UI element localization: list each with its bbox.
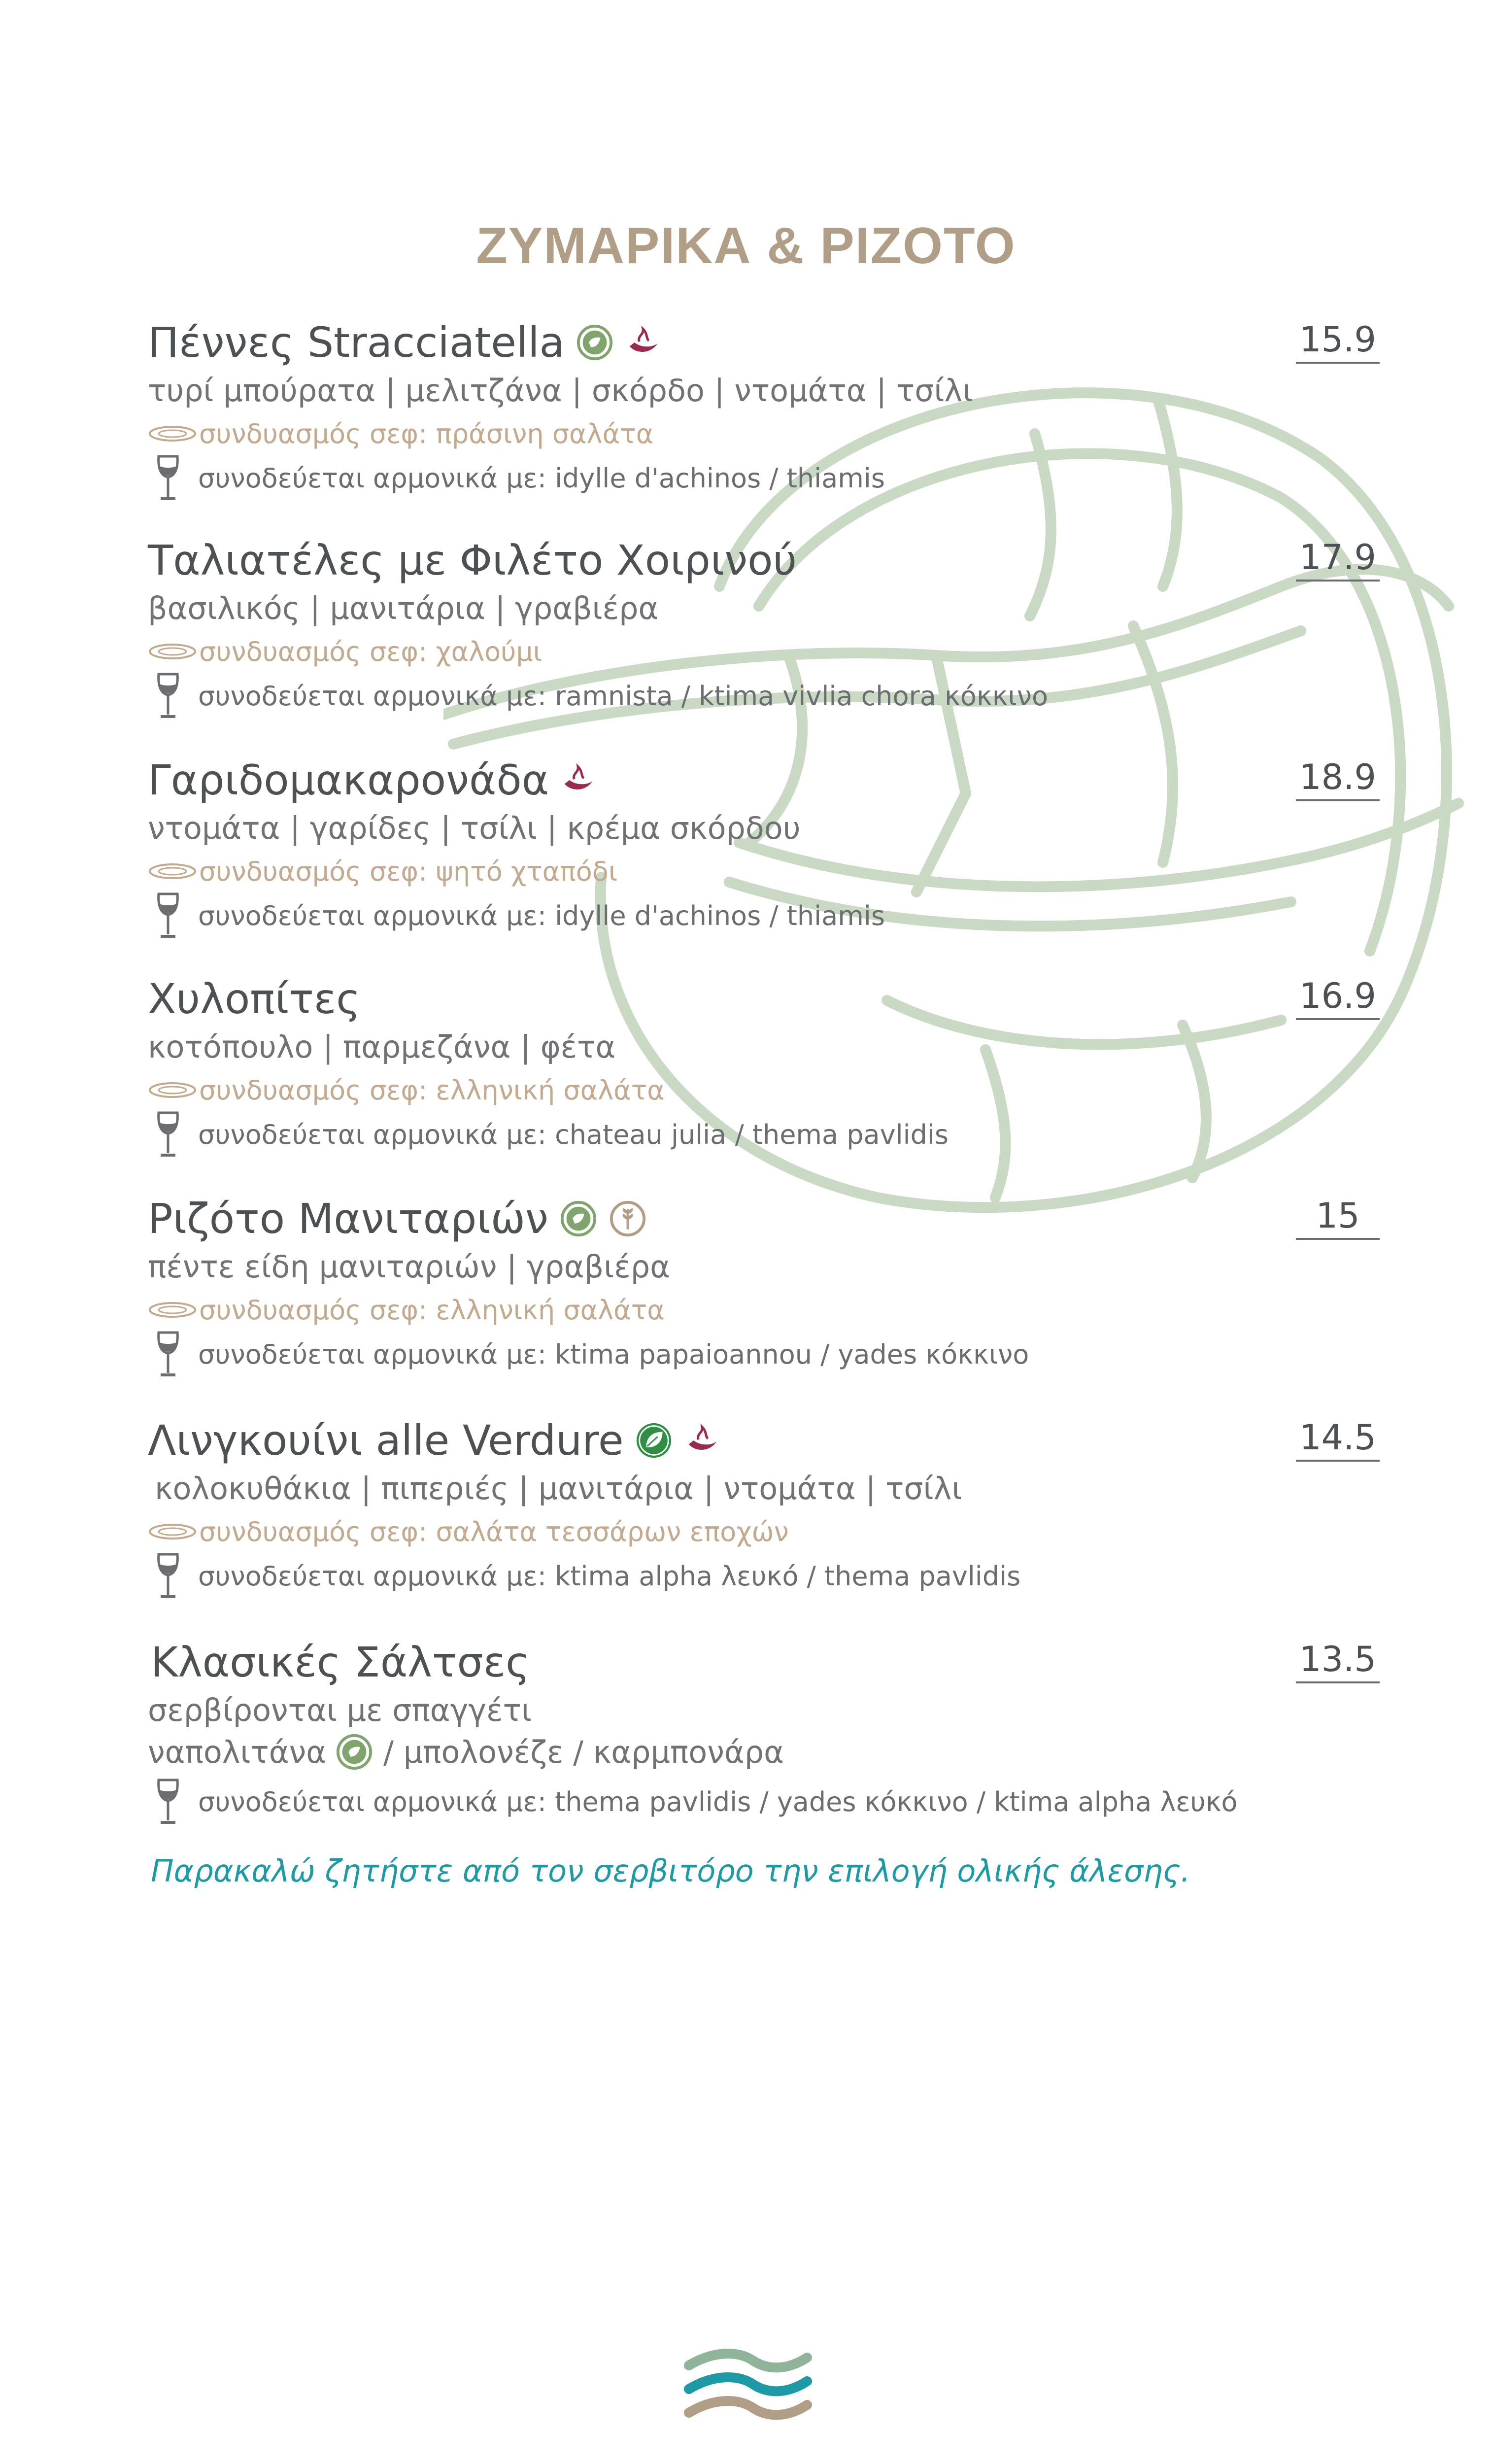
wine-pairing-text: συνοδεύεται αρμονικά με: idylle d'achinos / thiamis xyxy=(198,900,885,931)
plate-icon xyxy=(148,1301,197,1319)
wine-glass-icon xyxy=(155,892,181,939)
menu-item xyxy=(148,1192,1380,1377)
menu-item xyxy=(148,753,1380,938)
chef-pairing xyxy=(148,1510,1380,1553)
dish-name: Γαριδομακαρονάδα xyxy=(148,756,549,804)
gluten-free-icon xyxy=(609,1199,647,1238)
dish-name: Ριζότο Μανιταριών xyxy=(148,1195,548,1243)
dish-name: Πέννες Stracciatella xyxy=(148,318,565,367)
ingredients: ντομάτα | γαρίδες | τσίλι | κρέμα σκόρδου xyxy=(148,810,801,846)
ingredients: κοτόπουλο | παρμεζάνα | φέτα xyxy=(148,1029,616,1065)
waves-logo xyxy=(684,2346,812,2439)
chef-pairing xyxy=(148,630,1380,673)
chef-pairing xyxy=(148,412,1380,455)
price: 16.9 xyxy=(1296,976,1380,1020)
ingredients: κολοκυθάκια | πιπεριές | μανιτάρια | ντομάτα | τσίλι xyxy=(155,1471,962,1506)
wine-pairing-text: συνοδεύεται αρμονικά με: idylle d'achinos / thiamis xyxy=(198,462,885,494)
wine-glass-icon xyxy=(155,454,181,502)
wine-glass-icon xyxy=(155,1331,181,1378)
dish-name: Κλασικές Σάλτσες xyxy=(151,1638,530,1686)
ingredients: πέντε είδη μανιταριών | γραβιέρα xyxy=(148,1249,670,1285)
price: 13.5 xyxy=(1296,1639,1380,1683)
chef-pairing-text: συνδυασμός σεφ: ψητό χταπόδι xyxy=(199,856,618,887)
wine-pairing xyxy=(148,1112,1380,1157)
dish-name: Ταλιατέλες με Φιλέτο Χοιρινού xyxy=(148,536,797,584)
chef-pairing-text: συνδυασμός σεφ: σαλάτα τεσσάρων εποχών xyxy=(199,1516,789,1547)
spicy-icon xyxy=(684,1421,722,1460)
wine-pairing-text: συνοδεύεται αρμονικά με: ramnista / ktima vivlia chora κόκκινο xyxy=(198,680,1048,712)
ingredients: τυρί μπούρατα | μελιτζάνα | σκόρδο | ντομάτα | τσίλι xyxy=(148,373,973,409)
menu-item xyxy=(148,1413,1380,1599)
wine-pairing xyxy=(148,455,1380,501)
wine-glass-icon xyxy=(155,1552,181,1600)
vegetarian-icon xyxy=(559,1199,598,1238)
sauces-subtitle: σερβίρονται με σπαγγέτι xyxy=(148,1692,532,1728)
page-title: ΖΥΜΑΡΙΚΑ & ΡΙΖΟΤΟ xyxy=(476,217,1016,274)
chef-pairing-text: συνδυασμός σεφ: ελληνική σαλάτα xyxy=(199,1074,665,1106)
menu-item xyxy=(148,315,1380,501)
price: 15.9 xyxy=(1296,319,1380,364)
sauce-options xyxy=(148,1732,1380,1772)
wine-pairing-text: συνοδεύεται αρμονικά με: ktima alpha λευκό / thema pavlidis xyxy=(198,1560,1021,1592)
plate-icon xyxy=(148,1523,197,1540)
wine-glass-icon xyxy=(155,1111,181,1158)
chef-pairing-text: συνδυασμός σεφ: πράσινη σαλάτα xyxy=(199,418,654,449)
wine-pairing xyxy=(148,1332,1380,1377)
plate-icon xyxy=(148,1081,197,1099)
menu-item xyxy=(148,533,1380,719)
wine-glass-icon xyxy=(155,672,181,719)
dish-name: Χυλοπίτες xyxy=(148,975,361,1023)
price: 18.9 xyxy=(1296,757,1380,801)
menu-item xyxy=(148,972,1380,1157)
wine-pairing xyxy=(148,1772,1380,1831)
chef-pairing xyxy=(148,1288,1380,1332)
vegan-icon xyxy=(635,1421,673,1460)
sauce-options-rest: / μπολονέζε / καρμπονάρα xyxy=(383,1734,784,1770)
wine-pairing xyxy=(148,1553,1380,1599)
plate-icon xyxy=(148,425,197,443)
wine-pairing xyxy=(148,673,1380,719)
price: 17.9 xyxy=(1296,537,1380,582)
vegetarian-icon xyxy=(576,323,614,362)
dish-name: Λινγκουίνι alle Verdure xyxy=(148,1416,624,1465)
wine-pairing-text: συνοδεύεται αρμονικά με: ktima papaioannou / yades κόκκινο xyxy=(198,1338,1029,1370)
footnote: Παρακαλώ ζητήστε από τον σερβιτόρο την επιλογή ολικής άλεσης. xyxy=(151,1853,1190,1889)
vegetarian-icon xyxy=(335,1733,373,1771)
chef-pairing xyxy=(148,850,1380,893)
plate-icon xyxy=(148,862,197,880)
price: 14.5 xyxy=(1296,1417,1380,1462)
wine-pairing-text: συνοδεύεται αρμονικά με: thema pavlidis / yades κόκκινο / ktima alpha λευκό xyxy=(198,1786,1238,1817)
price: 15 xyxy=(1296,1196,1380,1240)
wine-pairing-text: συνοδεύεται αρμονικά με: chateau julia / thema pavlidis xyxy=(198,1119,949,1150)
wine-pairing xyxy=(148,893,1380,938)
wine-glass-icon xyxy=(155,1778,181,1825)
chef-pairing-text: συνδυασμός σεφ: ελληνική σαλάτα xyxy=(199,1294,665,1326)
chef-pairing xyxy=(148,1068,1380,1112)
chef-pairing-text: συνδυασμός σεφ: χαλούμι xyxy=(199,636,543,667)
ingredients: βασιλικός | μανιτάρια | γραβιέρα xyxy=(148,590,659,626)
spicy-icon xyxy=(560,761,598,799)
sauce-option: ναπολιτάνα xyxy=(148,1734,327,1770)
spicy-icon xyxy=(625,323,663,362)
menu-item-sauces xyxy=(148,1635,1380,1831)
plate-icon xyxy=(148,643,197,660)
